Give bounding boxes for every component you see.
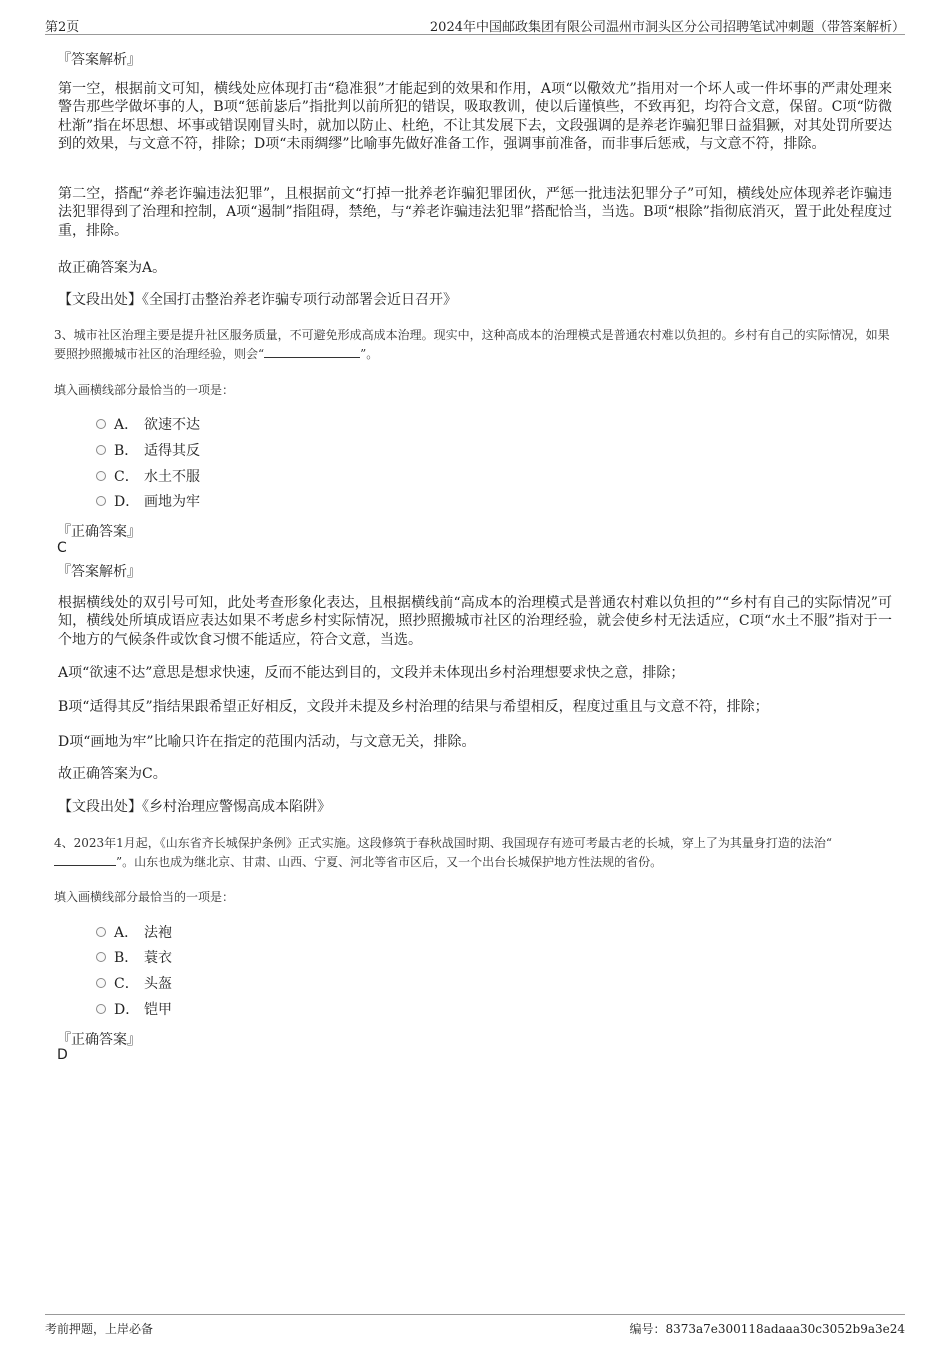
question-3-option-d[interactable]: D． 画地为牢 <box>96 492 200 512</box>
question-4-option-b[interactable]: B． 蓑衣 <box>96 948 172 968</box>
analysis-paragraph-1: 根据横线处的双引号可知，此处考查形象化表达，且根据横线前“高成本的治理模式是普通农村难以负担的”“乡村有自己的实际情况”可知，横线处所填成语应表达如果不考虑乡村实际情况，照抄照搬城市社区的治理经验，就会使乡村无法适应，C项“水土不服”指对于一个地方的气候条件或饮食习惯不能适应，符合文意，当选。 <box>58 595 892 648</box>
radio-icon[interactable] <box>96 496 106 506</box>
correct-answer-label: 『正确答案』 <box>57 1032 141 1048</box>
analysis-paragraph-4: D项“画地为牢”比喻只许在指定的范围内活动，与文意无关，排除。 <box>58 734 476 750</box>
footer-slogan: 考前押题，上岸必备 <box>45 1322 154 1336</box>
analysis-paragraph-3: B项“适得其反”指结果跟希望正好相反，文段并未提及乡村治理的结果与希望相反，程度过重且与文意不符，排除； <box>58 699 769 715</box>
document-title: 2024年中国邮政集团有限公司温州市洞头区分公司招聘笔试冲刺题（带答案解析） <box>429 20 905 35</box>
answer-blank <box>54 853 116 866</box>
question-3-option-b[interactable]: B． 适得其反 <box>96 441 200 461</box>
question-4-option-c[interactable]: C． 头盔 <box>96 974 172 994</box>
page-header <box>45 14 905 35</box>
analysis-paragraph-1: 第一空，根据前文可知，横线处应体现打击“稳准狠”才能起到的效果和作用，A项“以儆效尤”指用对一个坏人或一件坏事的严肃处理来警告那些学做坏事的人，B项“惩前毖后”指批判以前所犯的错误，吸取教训，使以后谨慎些，不致再犯，均符合文意，保留。C项“防微杜渐”指在坏思想、坏事或错误刚冒头时，就加以防止、杜绝，不让其发展下去，文段强调的是养老诈骗犯罪日益猖獗，对其处罚所要达到的效果，与文意不符，排除；D项“未雨绸缪”比喻事先做好准备工作，强调事前准备，而非事后惩戒，与文意不符，排除。 <box>58 81 892 152</box>
radio-icon[interactable] <box>96 445 106 455</box>
analysis-label: 『答案解析』 <box>57 52 141 68</box>
document-id: 编号：8373a7e300118adaaa30c3052b9a3e24 <box>629 1322 905 1336</box>
radio-icon[interactable] <box>96 419 106 429</box>
question-3-stem: 3、城市社区治理主要是提升社区服务质量，不可避免形成高成本治理。现实中，这种高成本的治理模式是普通农村难以负担的。乡村有自己的实际情况，如果要照抄照搬城市社区的治理经验，则会“ ”。 <box>54 328 890 361</box>
source-citation: 【文段出处】《乡村治理应警惕高成本陷阱》 <box>58 799 331 815</box>
page-footer <box>45 1314 905 1335</box>
radio-icon[interactable] <box>96 952 106 962</box>
radio-icon[interactable] <box>96 927 106 937</box>
question-4-prompt: 填入画横线部分最恰当的一项是： <box>54 890 235 904</box>
question-4-option-a[interactable]: A． 法袍 <box>96 923 172 943</box>
analysis-paragraph-2: A项“欲速不达”意思是想求快速，反而不能达到目的，文段并未体现出乡村治理想要求快之意，排除； <box>58 665 685 681</box>
analysis-conclusion: 故正确答案为A。 <box>58 260 167 276</box>
page-number: 第2页 <box>45 20 80 35</box>
analysis-conclusion: 故正确答案为C。 <box>58 766 167 782</box>
correct-answer: D <box>57 1047 68 1063</box>
analysis-paragraph-2: 第二空，搭配“养老诈骗违法犯罪”，且根据前文“打掉一批养老诈骗犯罪团伙，严惩一批违法犯罪分子”可知，横线处应体现养老诈骗违法犯罪得到了治理和控制，A项“遏制”指阻碍，禁绝，与“养老诈骗违法犯罪”搭配恰当，当选。B项“根除”指彻底消灭，置于此处程度过重，排除。 <box>58 186 892 239</box>
radio-icon[interactable] <box>96 471 106 481</box>
answer-blank <box>264 345 360 358</box>
radio-icon[interactable] <box>96 978 106 988</box>
correct-answer-label: 『正确答案』 <box>57 524 141 540</box>
question-4-option-d[interactable]: D． 铠甲 <box>96 1000 172 1020</box>
question-3-option-a[interactable]: A． 欲速不达 <box>96 415 200 435</box>
radio-icon[interactable] <box>96 1004 106 1014</box>
correct-answer: C <box>57 540 67 556</box>
question-3-prompt: 填入画横线部分最恰当的一项是： <box>54 383 235 397</box>
analysis-label: 『答案解析』 <box>57 564 141 580</box>
question-4-stem: 4、2023年1月起，《山东省齐长城保护条例》正式实施。这段修筑于春秋战国时期、我国现存有迹可考最古老的长城，穿上了为其量身打造的法治“”。山东也成为继北京、甘肃、山西、宁夏、河北等省市区后，又一个出台长城保护地方性法规的省份。 <box>54 836 832 869</box>
question-3-option-c[interactable]: C． 水土不服 <box>96 467 200 487</box>
source-citation: 【文段出处】《全国打击整治养老诈骗专项行动部署会近日召开》 <box>58 292 457 308</box>
